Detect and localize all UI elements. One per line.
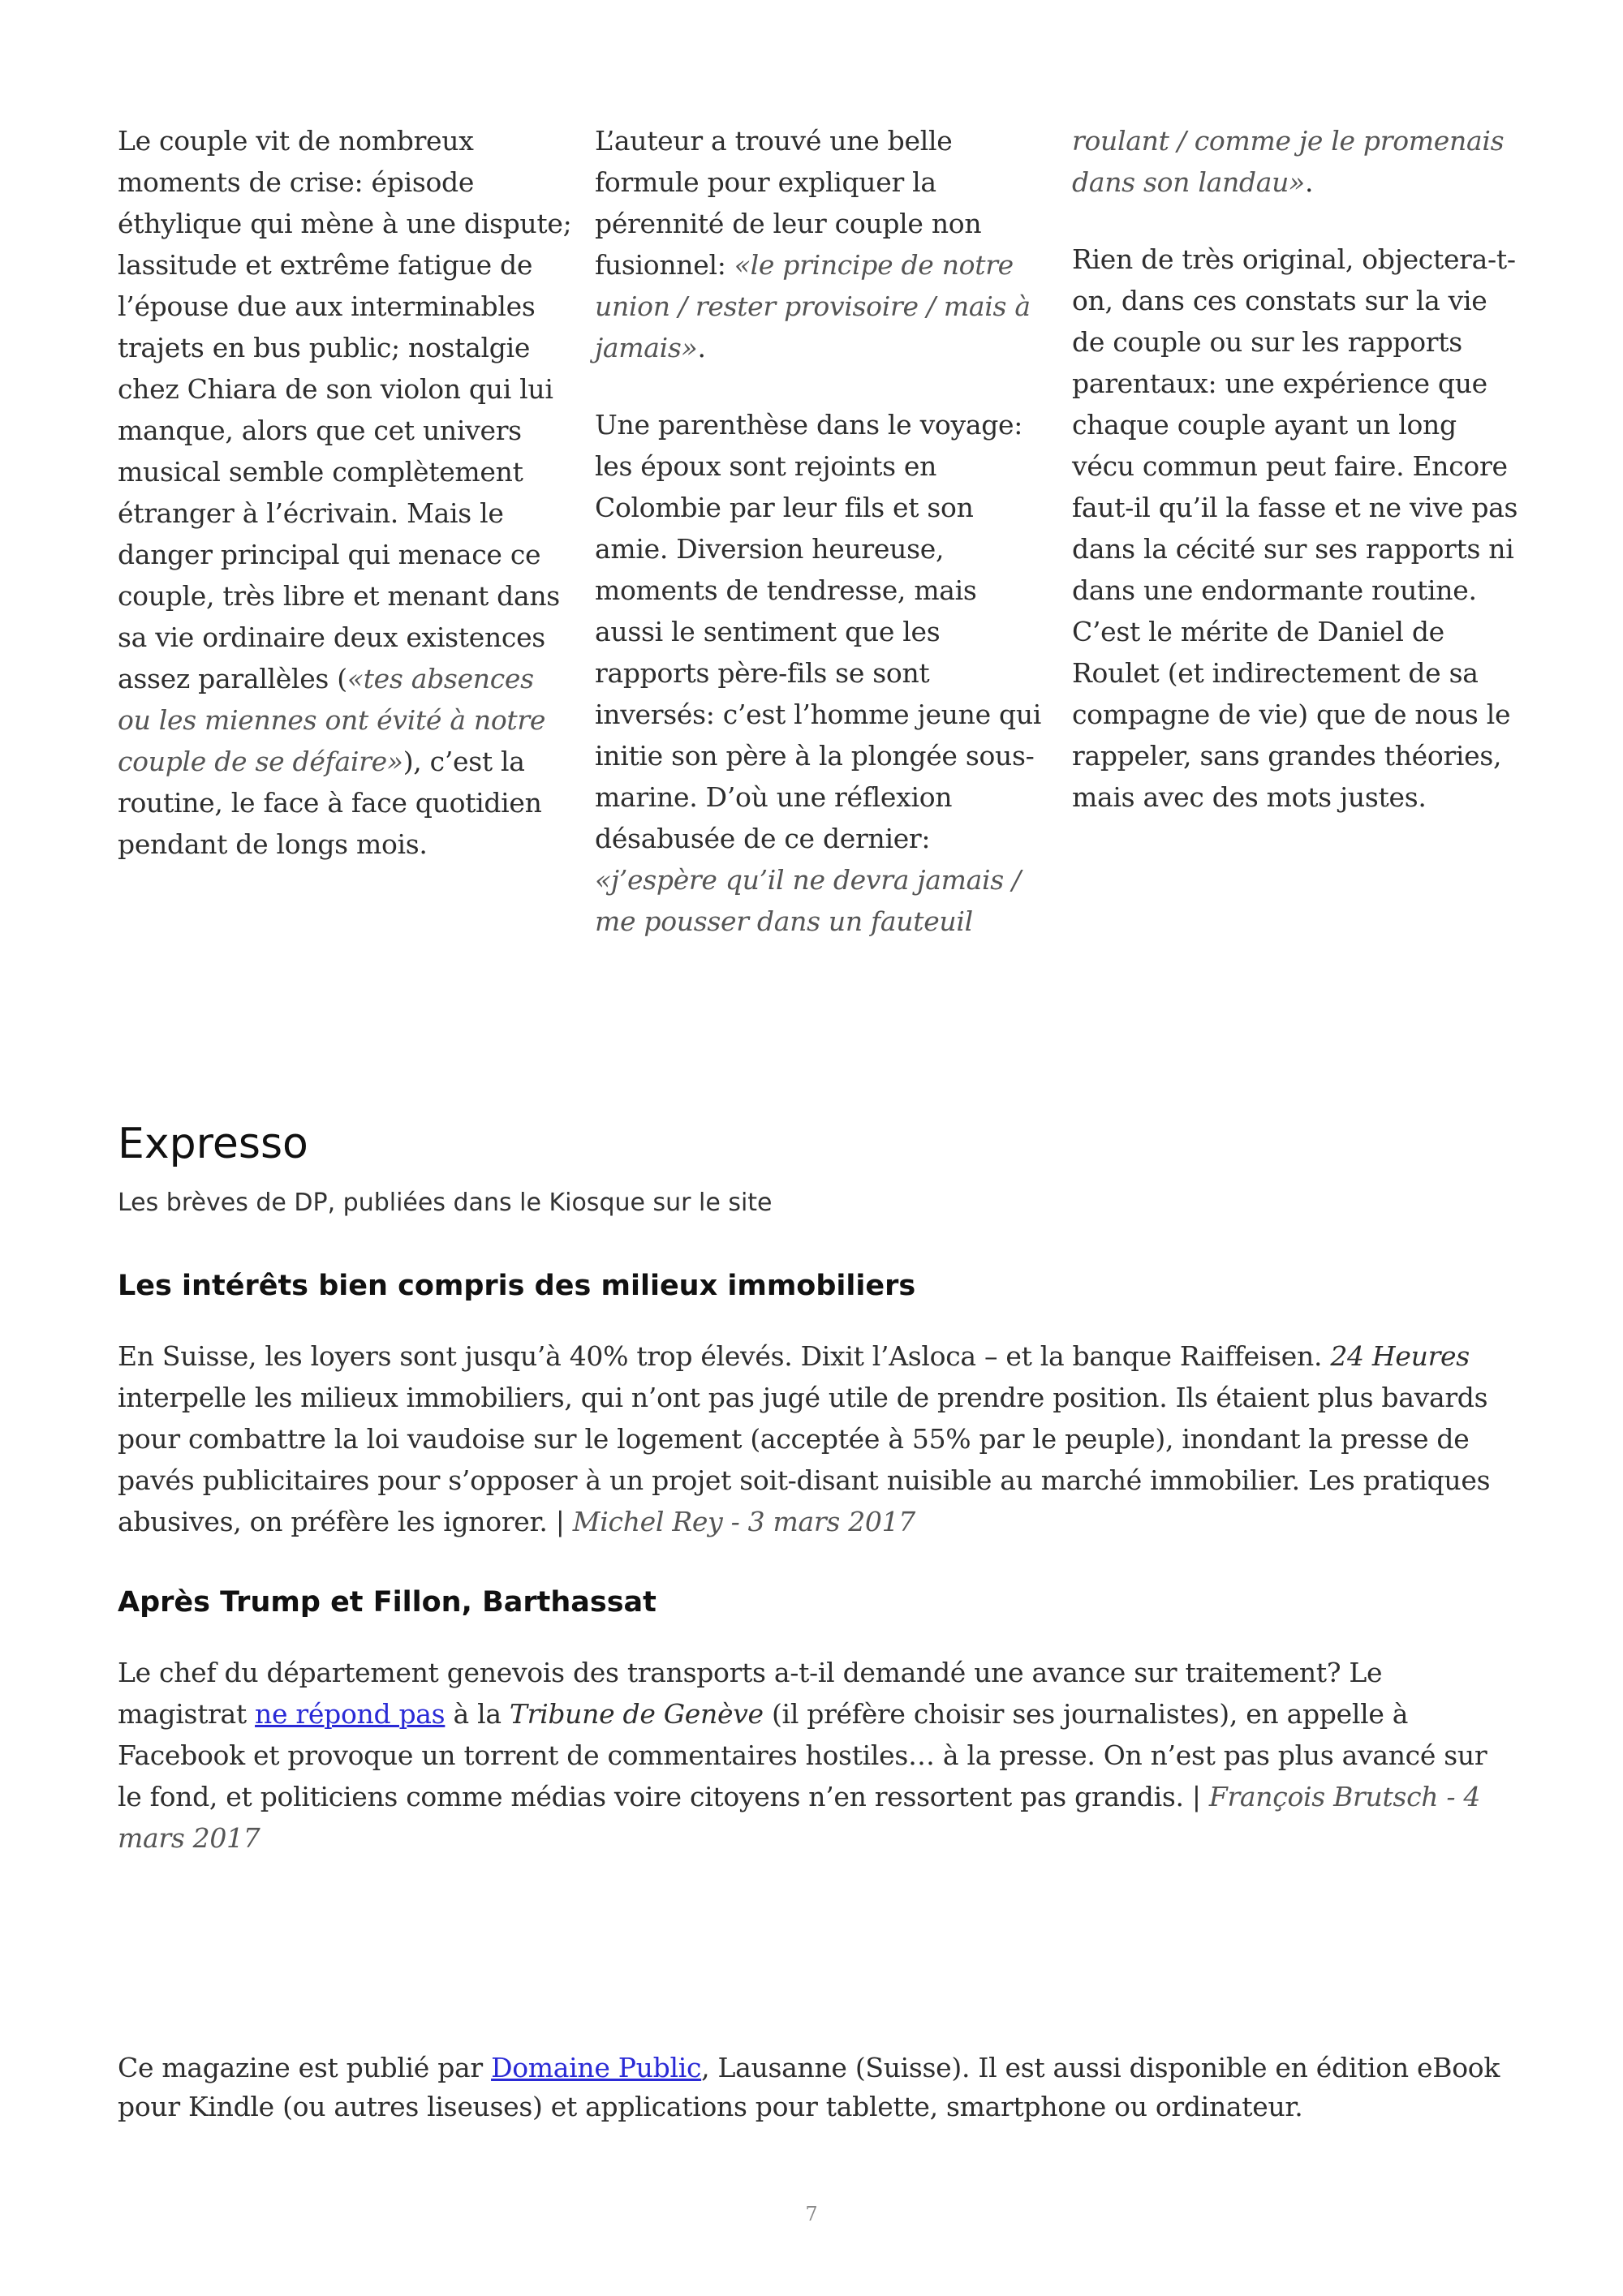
paragraph-text: . (1304, 166, 1314, 198)
quote: «le principe de notre union / rester provisoire / mais à jamais» (595, 249, 1031, 363)
byline: François Brutsch - 4 mars 2017 (118, 1781, 1481, 1854)
expresso-section (118, 1116, 1513, 1219)
body-text: à la (445, 1698, 510, 1730)
paragraph-text: Une parenthèse dans le voyage: les époux sont rejoints en Colombie par leur fils et son amie. Diversion heureuse, moments de tendresse, mais aussi le sentiment que les rapports père-fils se sont inversés: c’est l’homme jeune qui initie son père à la plongée sous-marine. D’où une réflexion désabusée de ce dernier: (595, 409, 1042, 854)
column-3-paragraph-1 (1072, 120, 1526, 203)
paragraph-text: Le couple vit de nombreux moments de crise: épisode éthylique qui mène à une dispute; lassitude et extrême fatigue de l’épouse due aux interminables trajets en bus public; nostalgie chez Chiara de son violon qui lui manque, alors que cet univers musical semble complètement étranger à l’écrivain. Mais le danger principal qui menace ce couple, très libre et menant dans sa vie ordinaire deux existences assez parallèles ( (118, 125, 572, 694)
byline: Michel Rey - 3 mars 2017 (572, 1506, 916, 1537)
body-text: Le chef du département genevois des transports a-t-il demandé une avance sur traitement? Le magistrat (118, 1657, 1383, 1730)
column-1 (118, 120, 572, 901)
paragraph-text: L’auteur a trouvé une belle formule pour expliquer la pérennité de leur couple non fusionnel: (595, 125, 982, 281)
publication-name: Tribune de Genève (509, 1698, 764, 1730)
body-text: En Suisse, les loyers sont jusqu’à 40% trop élevés. Dixit l’Asloca – et la banque Raiffeisen. (118, 1340, 1331, 1372)
article-body (118, 1335, 1513, 1542)
article-title: Après Trump et Fillon, Barthassat (118, 1586, 657, 1619)
column-3-paragraph-2: Rien de très original, objectera-t-on, dans ces constats sur la vie de couple ou sur les rapports parentaux: une expérience que chaque couple ayant un long vécu commun peut faire. Encore faut-il qu’il la fasse et ne vive pas dans la cécité sur ses rapports ni dans une endormante routine. C’est le mérite de Daniel de Roulet (et indirectement de sa compagne de vie) que de nous le rappeler, sans grandes théories, mais avec des mots justes. (1072, 243, 1518, 813)
quote: roulant / comme je le promenais dans son landau» (1072, 125, 1505, 198)
column-1-paragraph (118, 120, 572, 865)
column-3 (1072, 120, 1526, 853)
quote: «tes absences ou les miennes ont évité à notre couple de se défaire» (118, 663, 546, 777)
ne-repond-pas-link[interactable]: ne répond pas (255, 1698, 446, 1730)
brief-article-2 (118, 1582, 1513, 1859)
paragraph-text: . (697, 332, 706, 363)
column-2-paragraph-2 (595, 404, 1049, 942)
article-columns (118, 120, 1518, 937)
footer-text: Ce magazine est publié par (118, 2052, 492, 2083)
section-subtitle: Les brèves de DP, publiées dans le Kiosque sur le site (118, 1189, 773, 1217)
publisher-footer (118, 2049, 1513, 2126)
footer-text: , Lausanne (Suisse). Il est aussi disponible en édition eBook pour Kindle (ou autres liseuses) et applications pour tablette, smartphone ou ordinateur. (118, 2052, 1500, 2122)
column-2-paragraph-1 (595, 120, 1049, 368)
paragraph-text: ), c’est la routine, le face à face quotidien pendant de longs mois. (118, 746, 542, 860)
quote: «j’espère qu’il ne devra jamais / me pousser dans un fauteuil (595, 864, 1021, 937)
section-title: Expresso (118, 1120, 308, 1168)
article-body (118, 1652, 1513, 1859)
page-number: 7 (805, 2203, 818, 2225)
article-title: Les intérêts bien compris des milieux immobiliers (118, 1270, 916, 1302)
brief-article-1 (118, 1266, 1513, 1542)
domaine-public-link[interactable]: Domaine Public (491, 2052, 702, 2083)
publication-name: 24 Heures (1330, 1340, 1470, 1372)
body-text: (il préfère choisir ses journalistes), en appelle à Facebook et provoque un torrent de commentaires hostiles… à la presse. On n’est pas plus avancé sur le fond, et politiciens comme médias voire citoyens n’en ressortent pas grandis. | (118, 1698, 1487, 1812)
body-text: interpelle les milieux immobiliers, qui n’ont pas jugé utile de prendre position. Ils étaient plus bavards pour combattre la loi vaudoise sur le logement (acceptée à 55% par le peuple), inondant la presse de pavés publicitaires pour s’opposer à un projet soit-disant nuisible au marché immobilier. Les pratiques abusives, on préfère les ignorer. | (118, 1382, 1491, 1537)
column-2 (595, 120, 1049, 978)
